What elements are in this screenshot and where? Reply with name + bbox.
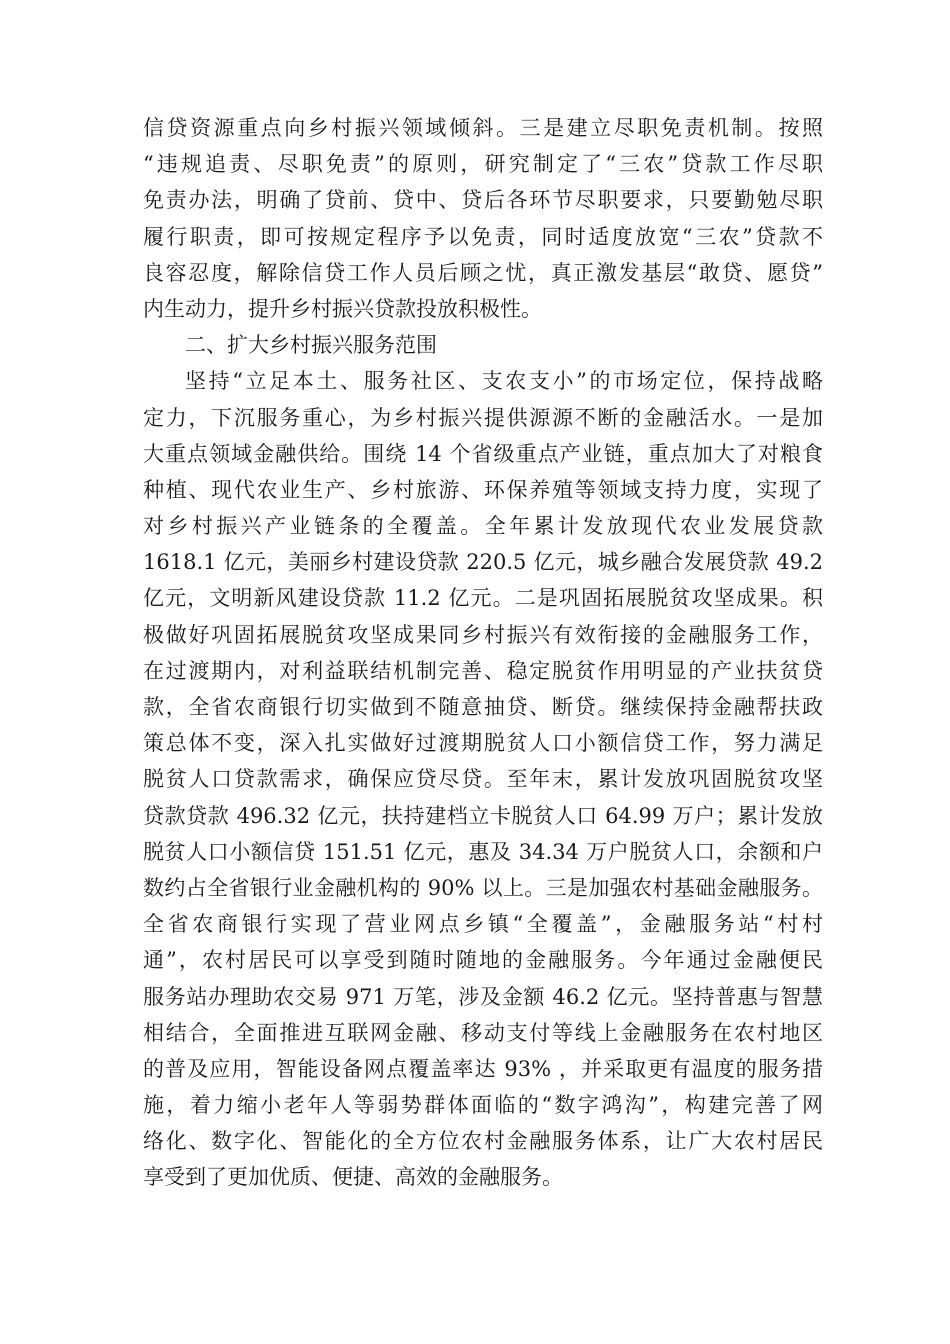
paragraph-line: 履行职责，即可按规定程序予以免责，同时适度放宽“三农”贷款不 [143,224,823,249]
paragraph-line: 定力，下沉服务重心，为乡村振兴提供源源不断的金融活水。一是加 [143,405,823,430]
paragraph-line: 大重点领域金融供给。围绕 14 个省级重点产业链，重点加大了对粮食 [143,441,823,466]
paragraph-line: 信贷资源重点向乡村振兴领域倾斜。三是建立尽职免责机制。按照 [143,116,823,140]
paragraph-credit-resources [143,110,823,327]
paragraph-line: 络化、数字化、智能化的全方位农村金融服务体系，让广大农村居民 [143,1129,823,1154]
paragraph-line: 在过渡期内，对利益联结机制完善、稳定脱贫作用明显的产业扶贫贷 [143,658,823,683]
paragraph-line: 贷款贷款 496.32 亿元，扶持建档立卡脱贫人口 64.99 万户；累计发放 [143,803,823,828]
paragraph-line: 免责办法，明确了贷前、贷中、贷后各环节尽职要求，只要勤勉尽职 [143,188,823,213]
paragraph-line: 亿元，文明新风建设贷款 11.2 亿元。二是巩固拓展脱贫攻坚成果。积 [143,586,823,611]
paragraph-line: 服务站办理助农交易 971 万笔，涉及金额 46.2 亿元。坚持普惠与智慧 [143,984,823,1009]
paragraph-line: 相结合，全面推进互联网金融、移动支付等线上金融服务在农村地区 [143,1020,823,1045]
document-page [143,110,823,1196]
section-heading: 二、扩大乡村振兴服务范围 [185,333,437,358]
paragraph-line: 的普及应用，智能设备网点覆盖率达 93% ，并采取更有温度的服务措 [143,1056,823,1081]
paragraph-line: 极做好巩固拓展脱贫攻坚成果同乡村振兴有效衔接的金融服务工作， [143,622,823,647]
paragraph-line: 坚持“立足本土、服务社区、支农支小”的市场定位，保持战略 [185,369,823,394]
paragraph-line: “违规追责、尽职免责”的原则，研究制定了“三农”贷款工作尽职 [143,152,823,177]
paragraph-line: 良容忍度，解除信贷工作人员后顾之忧，真正激发基层“敢贷、愿贷” [143,260,823,285]
paragraph-line: 款，全省农商银行切实做到不随意抽贷、断贷。继续保持金融帮扶政 [143,695,823,719]
paragraph-line: 内生动力，提升乡村振兴贷款投放积极性。 [143,296,542,321]
paragraph-line: 享受到了更加优质、便捷、高效的金融服务。 [143,1165,563,1190]
paragraph-line: 施，着力缩小老年人等弱势群体面临的“数字鸿沟”，构建完善了网 [143,1093,823,1118]
paragraph-line: 脱贫人口小额信贷 151.51 亿元，惠及 34.34 万户脱贫人口，余额和户 [143,839,823,864]
paragraph-line: 全省农商银行实现了营业网点乡镇“全覆盖”，金融服务站“村村 [143,912,823,937]
paragraph-line: 数约占全省银行业金融机构的 90% 以上。三是加强农村基础金融服务。 [143,875,823,900]
paragraph-line: 脱贫人口贷款需求，确保应贷尽贷。至年末，累计发放巩固脱贫攻坚 [143,767,823,792]
paragraph-line: 对乡村振兴产业链条的全覆盖。全年累计发放现代农业发展贷款 [143,514,823,539]
paragraph-line: 种植、现代农业生产、乡村旅游、环保养殖等领域支持力度，实现了 [143,477,823,502]
paragraph-service-scope [143,363,823,1195]
paragraph-line: 策总体不变，深入扎实做好过渡期脱贫人口小额信贷工作，努力满足 [143,731,823,756]
paragraph-line: 1618.1 亿元，美丽乡村建设贷款 220.5 亿元，城乡融合发展贷款 49.2 [143,550,823,575]
paragraph-line: 通”，农村居民可以享受到随时随地的金融服务。今年通过金融便民 [143,948,823,973]
